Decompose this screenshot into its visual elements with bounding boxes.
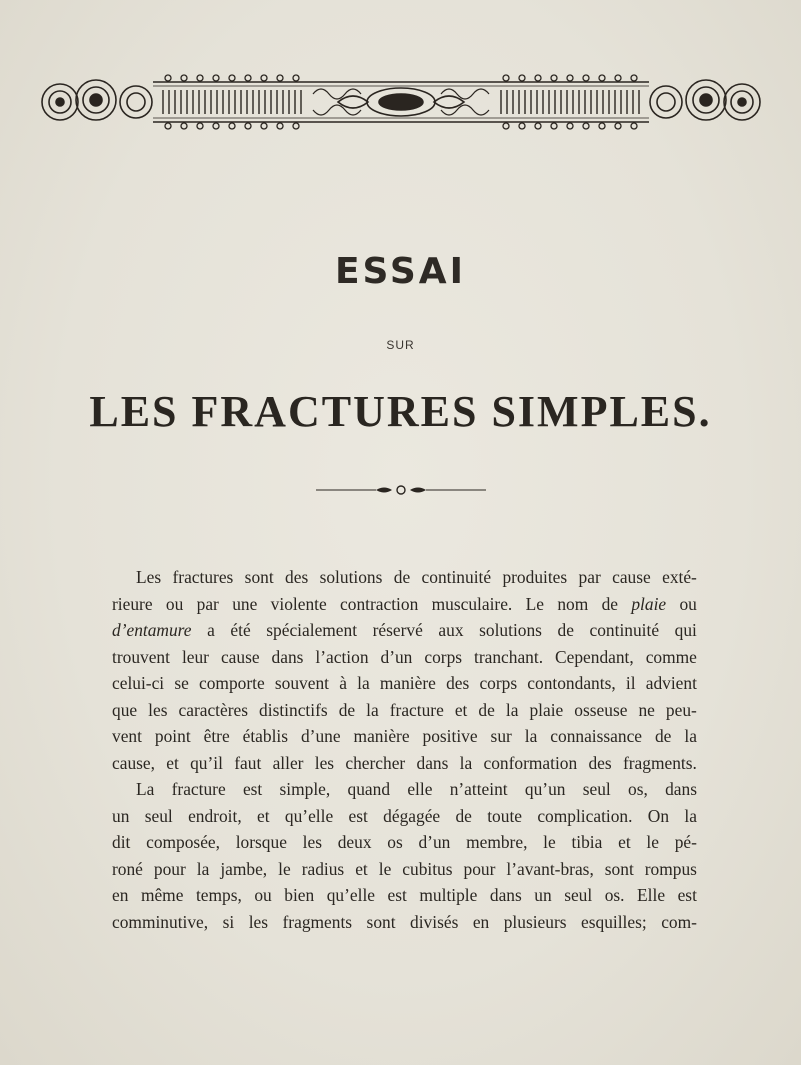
text-line: dit composée, lorsque les deux os d’un membre, le tibia et le pé-: [112, 832, 697, 852]
body-text: [112, 564, 697, 935]
text-line: trouvent leur cause dans l’action d’un corps tranchant. Cependant, comme: [112, 646, 697, 667]
text-line: Les fractures sont des solutions de continuité produites par cause exté-: [136, 567, 697, 587]
text-line: comminutive, si les fragments sont divisés en plusieurs esquilles; com-: [112, 911, 697, 932]
text-line: vent point être établis d’une manière positive sur la connaissance de la: [112, 726, 697, 746]
text-line: rieure ou par une violente contraction musculaire. Le nom de plaie ou: [112, 593, 697, 614]
title-essai: ESSAI: [334, 251, 467, 292]
text-line: roné pour la jambe, le radius et le cubitus pour l’avant-bras, sont rompus: [112, 858, 697, 879]
title-main: LES FRACTURES SIMPLES.: [89, 387, 712, 436]
text-line: La fracture est simple, quand elle n’atteint qu’un seul os, dans: [136, 779, 697, 799]
text-line: celui-ci se comporte souvent à la manière des corps contondants, il advient: [112, 673, 697, 693]
text-line: que les caractères distinctifs de la fracture et de la plaie osseuse ne peu-: [112, 699, 697, 720]
text-line: cause, et qu’il faut aller les chercher dans la conformation des fragments.: [112, 752, 697, 773]
title-sur: SUR: [386, 338, 415, 352]
text-line: un seul endroit, et qu’elle est dégagée de toute complication. On la: [112, 805, 697, 826]
text-line: d’entamure a été spécialement réservé aux solutions de continuité qui: [112, 620, 697, 640]
title-divider-ornament: [316, 484, 486, 496]
text-line: en même temps, ou bien qu’elle est multiple dans un seul os. Elle est: [112, 885, 697, 905]
header-ornament-band: [38, 70, 764, 132]
